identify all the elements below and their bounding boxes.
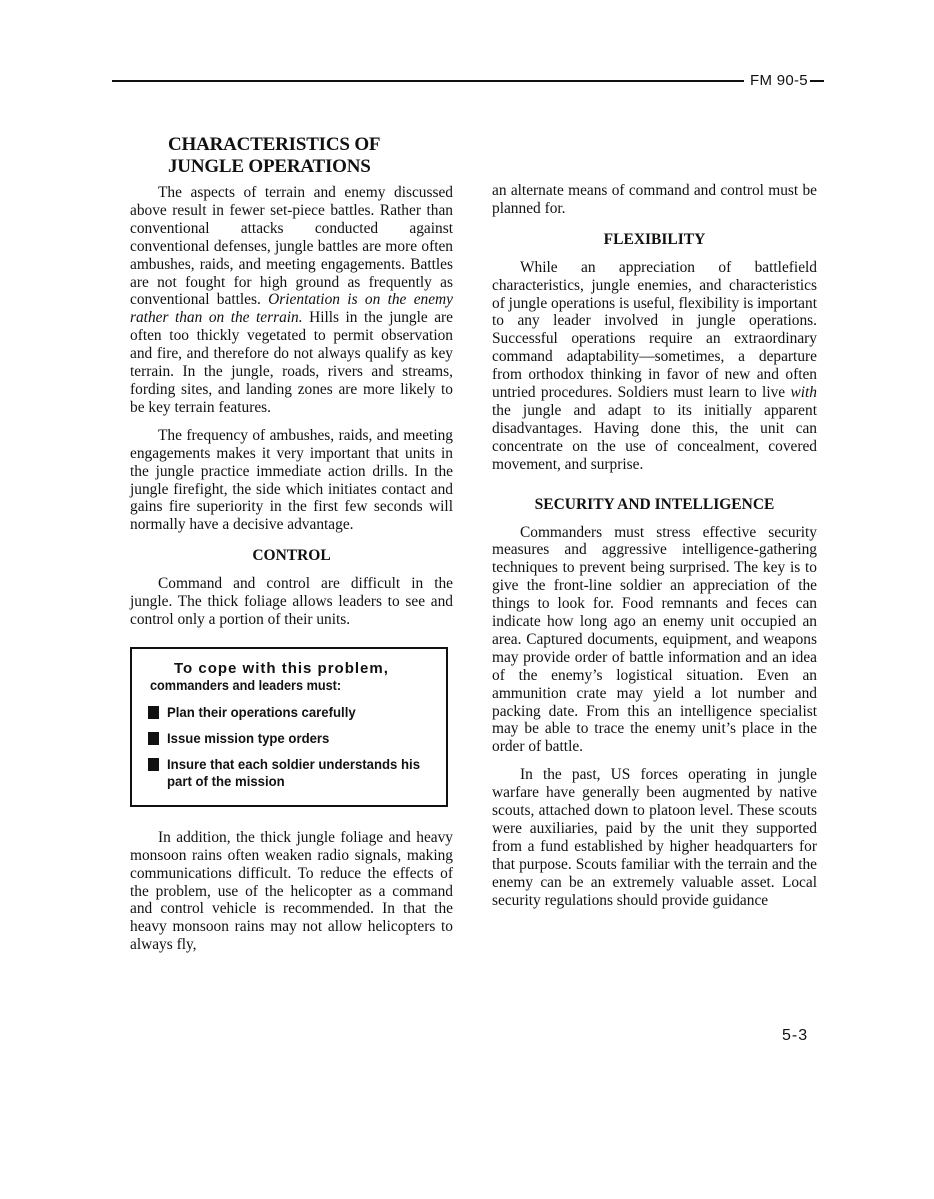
paragraph [130,184,453,417]
paragraph-text: The aspects of terrain and enemy discussed above result in fewer set-piece battles. Rather than conventional attacks conducted against conventional defenses, jungle battles are more often ambushes, raids, and meeting engagements. Battles are not fought for high ground as frequently as conventional battles. [130,184,453,309]
section-title-line1: CHARACTERISTICS OF [168,134,381,155]
right-column [492,182,817,910]
left-column [130,134,453,954]
page-number: 5-3 [782,1027,809,1044]
paragraph: Commanders must stress effective security measures and aggressive intelligence-gathering techniques to prevent being surprised. The key is to give the front-line soldier an appreciation of the things to look for. Food remnants and feces can indicate how long ago an enemy unit occupied an area. Captured documents, equipment, and weapons may provide order of battle information and an idea of the enemy’s logistical situation. Even an ammunition crate may yield a lot number and packing date. From this an intelligence specialist may be able to trace the enemy unit’s place in the order of battle. [492,523,817,756]
square-bullet-icon [148,732,159,745]
emphasis-text: with [790,384,817,402]
paragraph: In the past, US forces operating in jungle warfare have generally been augmented by native scouts, attached down to platoon level. These scouts were auxiliaries, paid by the unit they supported from a fund established by higher headquarters for that purpose. Scouts familiar with the terrain and the enemy can be an extremely valuable asset. Local security regulations should provide guidance [492,766,817,909]
section-title-line2: JUNGLE OPERATIONS [168,156,371,177]
callout-item-text: Plan their operations carefully [167,703,356,720]
section-title [168,134,453,178]
control-heading: CONTROL [252,547,331,565]
flexibility-heading: FLEXIBILITY [603,230,706,248]
callout-box [130,647,448,807]
callout-item [148,704,438,721]
callout-item-text: Insure that each soldier understands his part of the mission [167,755,421,789]
paragraph: Command and control are difficult in the jungle. The thick foliage allows leaders to see and control only a portion of their units. [130,575,453,628]
paragraph: an alternate means of command and control must be planned for. [492,182,817,217]
manual-id: FM 90-5 [750,72,808,89]
square-bullet-icon [148,758,159,771]
callout-item [148,756,438,790]
paragraph [492,259,817,474]
paragraph: The frequency of ambushes, raids, and meeting engagements makes it very important that units in the jungle practice immediate action drills. In the jungle firefight, the side which initiates contact and gains fire superiority in the first few seconds will normally have a decisive advantage. [130,426,453,534]
callout-item-text: Issue mission type orders [167,729,330,746]
square-bullet-icon [148,706,159,719]
paragraph-text: Hills in the jungle are often too thickly vegetated to permit observation and fire, and therefore do not always qualify as key terrain. In the jungle, roads, rivers and streams, fording sites, and landing zones are more likely to be key terrain features. [130,309,453,416]
header-rule [112,80,744,82]
paragraph-text: the jungle and adapt to its initially apparent disadvantages. Having done this, the unit can concentrate on the use of concealment, covered movement, and surprise. [492,401,817,473]
emphasis-text: Orientation is on the enemy rather than on the terrain. [130,291,453,327]
callout-heading: To cope with this problem, [174,659,389,677]
header-label [750,72,824,89]
callout-item [148,730,438,747]
paragraph: In addition, the thick jungle foliage and heavy monsoon rains often weaken radio signals, making communications difficult. To reduce the effects of the problem, use of the helicopter as a command and control vehicle is recommended. In that the heavy monsoon rains may not allow helicopters to always fly, [130,828,453,954]
paragraph-text: While an appreciation of battlefield characteristics, jungle enemies, and characteristics of jungle operations is useful, flexibility is important to any leader involved in jungle operations. Successful operations require an extraordinary command adaptability—sometimes, a departure from orthodox thinking in favor of new and often untried procedures. Soldiers must learn to live [492,258,817,402]
callout-subheading: commanders and leaders must: [150,677,342,693]
security-heading: SECURITY AND INTELLIGENCE [534,495,775,513]
header-dash [810,80,824,82]
